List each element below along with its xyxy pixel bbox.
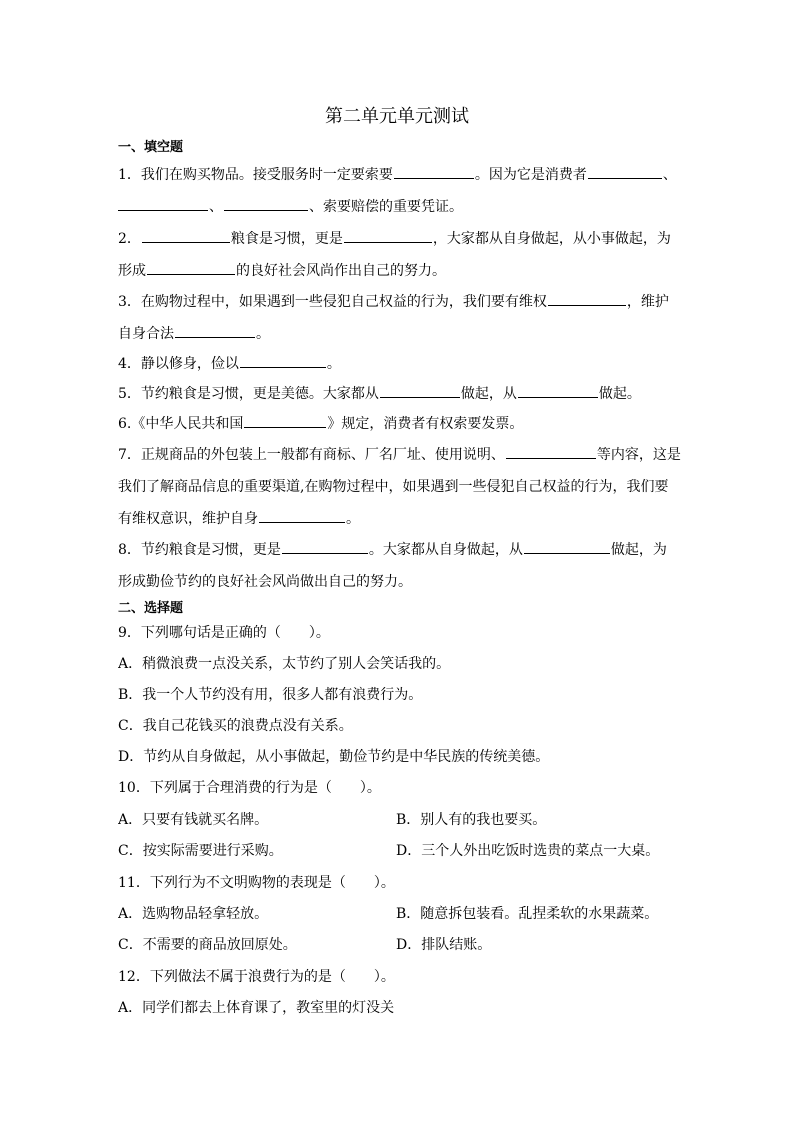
option-10d[interactable]: D．三个人外出吃饭时选贵的菜点一大桌。 bbox=[396, 843, 660, 859]
option-10c[interactable]: C．按实际需要进行采购。 bbox=[118, 843, 283, 859]
page-title: 第二单元单元测试 bbox=[325, 106, 469, 127]
answer-blank[interactable] bbox=[518, 383, 598, 398]
option-9d[interactable]: D．节约从自身做起，从小事做起，勤俭节约是中华民族的传统美德。 bbox=[118, 749, 550, 765]
question-8-line-2: 形成勤俭节约的良好社会风尚做出自己的努力。 bbox=[118, 574, 412, 590]
question-10: 10．下列属于合理消费的行为是（ ）。 bbox=[118, 780, 381, 796]
question-4: 4．静以修身，俭以 。 bbox=[118, 353, 684, 375]
answer-blank[interactable] bbox=[394, 164, 474, 179]
question-6: 6.《中华人民共和国 》规定，消费者有权索要发票。 bbox=[118, 413, 684, 435]
question-1-line-1: 1．我们在购买物品。接受服务时一定要索要 。因为它是消费者 、 bbox=[118, 164, 684, 186]
question-8-line-1: 8．节约粮食是习惯，更是 。大家都从自身做起，从 做起，为 bbox=[118, 539, 684, 561]
answer-blank[interactable] bbox=[244, 413, 326, 428]
answer-blank[interactable] bbox=[175, 323, 255, 338]
option-row-10ab bbox=[118, 809, 684, 831]
answer-blank[interactable] bbox=[380, 383, 460, 398]
option-12a[interactable]: A．同学们都去上体育课了，教室里的灯没关 bbox=[118, 1000, 395, 1016]
option-9a[interactable]: A．稍微浪费一点没关系，太节约了别人会笑话我的。 bbox=[118, 656, 451, 672]
option-10b[interactable]: B．别人有的我也要买。 bbox=[396, 812, 547, 828]
answer-blank[interactable] bbox=[224, 196, 308, 211]
question-2-line-1: 2． 粮食是习惯，更是 ，大家都从自身做起，从小事做起，为 bbox=[118, 228, 684, 250]
option-row-10cd bbox=[118, 840, 684, 862]
option-9c[interactable]: C．我自己花钱买的浪费点没有关系。 bbox=[118, 718, 353, 734]
question-3-line-2: 自身合法 。 bbox=[118, 323, 684, 345]
answer-blank[interactable] bbox=[524, 539, 610, 554]
answer-blank[interactable] bbox=[142, 228, 230, 243]
question-2-line-2: 形成 的良好社会风尚作出自己的努力。 bbox=[118, 260, 684, 282]
answer-blank[interactable] bbox=[147, 260, 235, 275]
question-3-line-1: 3．在购物过程中，如果遇到一些侵犯自己权益的行为，我们要有维权 ，维护 bbox=[118, 291, 684, 313]
option-11a[interactable]: A．选购物品轻拿轻放。 bbox=[118, 906, 269, 922]
answer-blank[interactable] bbox=[282, 539, 368, 554]
answer-blank[interactable] bbox=[548, 291, 626, 306]
answer-blank[interactable] bbox=[588, 164, 662, 179]
option-row-11ab bbox=[118, 903, 684, 925]
question-7-line-3: 有维权意识，维护自身 。 bbox=[118, 508, 684, 530]
option-11c[interactable]: C．不需要的商品放回原处。 bbox=[118, 937, 297, 953]
question-9: 9．下列哪句话是正确的（ ）。 bbox=[118, 625, 330, 641]
option-11b[interactable]: B．随意拆包装看。乱捏柔软的水果蔬菜。 bbox=[396, 906, 659, 922]
option-10a[interactable]: A．只要有钱就买名牌。 bbox=[118, 812, 269, 828]
section-heading-choice: 二、选择题 bbox=[118, 601, 184, 616]
option-row-11cd bbox=[118, 934, 684, 956]
answer-blank[interactable] bbox=[506, 444, 596, 459]
option-9b[interactable]: B．我一个人节约没有用，很多人都有浪费行为。 bbox=[118, 687, 423, 703]
answer-blank[interactable] bbox=[118, 196, 208, 211]
question-7-line-1: 7．正规商品的外包装上一般都有商标、厂名厂址、使用说明、 等内容，这是 bbox=[118, 444, 684, 466]
answer-blank[interactable] bbox=[259, 508, 345, 523]
question-7-line-2: 我们了解商品信息的重要渠道,在购物过程中，如果遇到一些侵犯自己权益的行为，我们要 bbox=[118, 479, 669, 495]
question-12: 12．下列做法不属于浪费行为的是（ ）。 bbox=[118, 969, 395, 985]
section-heading-fill: 一、填空题 bbox=[118, 140, 184, 155]
question-11: 11．下列行为不文明购物的表现是（ ）。 bbox=[118, 875, 395, 891]
question-5: 5．节约粮食是习惯，更是美德。大家都从 做起，从 做起。 bbox=[118, 383, 684, 405]
option-11d[interactable]: D．排队结账。 bbox=[396, 937, 492, 953]
answer-blank[interactable] bbox=[240, 353, 326, 368]
question-1-line-2: 、 、索要赔偿的重要凭证。 bbox=[118, 196, 684, 218]
answer-blank[interactable] bbox=[344, 228, 432, 243]
